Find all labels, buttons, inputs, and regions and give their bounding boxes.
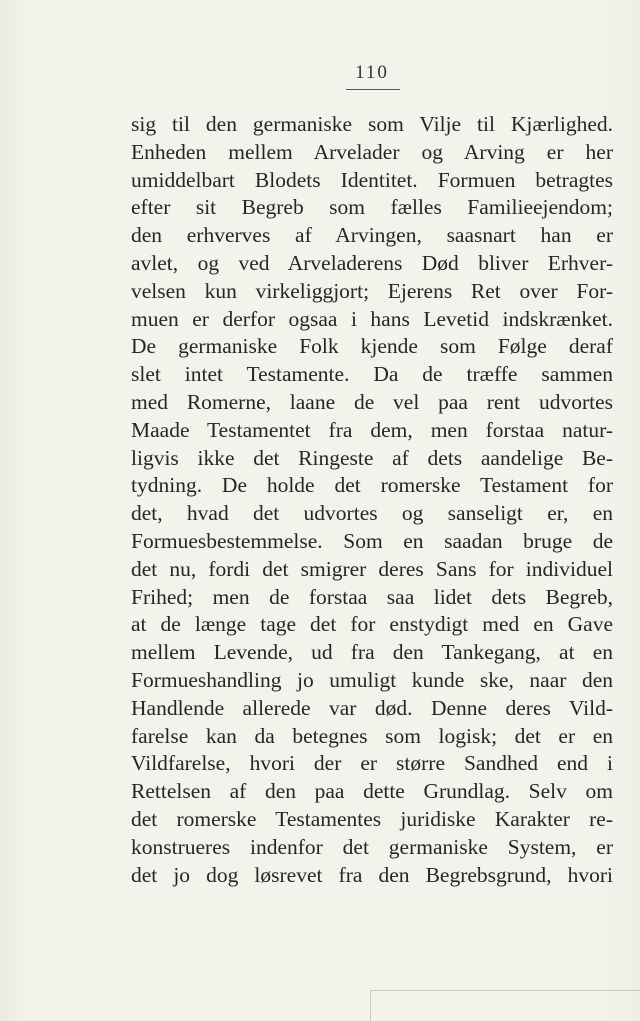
text-line: Maade Testamentet fra dem, men forstaa natur- — [131, 417, 613, 442]
text-line: det romerske Testamentes juridiske Karakter re- — [131, 806, 613, 831]
scan-edge-line — [370, 990, 640, 991]
text-line: Rettelsen af den paa dette Grundlag. Selv om — [131, 779, 613, 804]
text-line: avlet, og ved Arveladerens Død bliver Erhver- — [131, 250, 613, 275]
text-line: Frihed; men de forstaa saa lidet dets Begreb, — [131, 584, 613, 609]
text-line: at de længe tage det for enstydigt med en Gave — [131, 612, 613, 637]
text-line: mellem Levende, ud fra den Tankegang, at en — [131, 640, 613, 665]
text-line: det jo dog løsrevet fra den Begrebsgrund, hvori — [131, 862, 613, 887]
text-line: farelse kan da betegnes som logisk; det er en — [131, 723, 613, 748]
text-line: Handlende allerede var død. Denne deres Vild- — [131, 695, 613, 720]
page-number: 110 — [355, 62, 389, 83]
text-line: tydning. De holde det romerske Testament for — [131, 473, 613, 498]
text-line: muen er derfor ogsaa i hans Levetid indskrænket. — [131, 306, 613, 331]
text-line: ligvis ikke det Ringeste af dets aandelige Be- — [131, 445, 613, 470]
text-line: Formueshandling jo umuligt kunde ske, naar den — [131, 667, 613, 692]
text-line: sig til den germaniske som Vilje til Kjærlighed. — [131, 112, 613, 136]
text-line: Enheden mellem Arvelader og Arving er her — [131, 139, 613, 164]
text-line: slet intet Testamente. Da de træffe sammen — [131, 362, 613, 387]
text-line: det nu, fordi det smigrer deres Sans for individuel — [131, 556, 613, 581]
text-line: med Romerne, laane de vel paa rent udvortes — [131, 389, 613, 414]
scan-edge-line — [370, 990, 371, 1021]
text-line: efter sit Begreb som fælles Familieejendom; — [131, 195, 613, 220]
text-line: umiddelbart Blodets Identitet. Formuen betragtes — [131, 167, 613, 192]
text-line: De germaniske Folk kjende som Følge deraf — [131, 334, 613, 359]
page-number-rule — [346, 89, 400, 90]
text-line: Vildfarelse, hvori der er større Sandhed end i — [131, 751, 613, 776]
text-line: det, hvad det udvortes og sanseligt er, en — [131, 501, 613, 526]
body-text — [131, 111, 613, 889]
text-line: Formuesbestemmelse. Som en saadan bruge de — [131, 528, 613, 553]
text-line: den erhverves af Arvingen, saasnart han er — [131, 223, 613, 248]
text-line: velsen kun virkeliggjort; Ejerens Ret over For- — [131, 278, 613, 303]
text-line: konstrueres indenfor det germaniske System, er — [131, 834, 613, 859]
